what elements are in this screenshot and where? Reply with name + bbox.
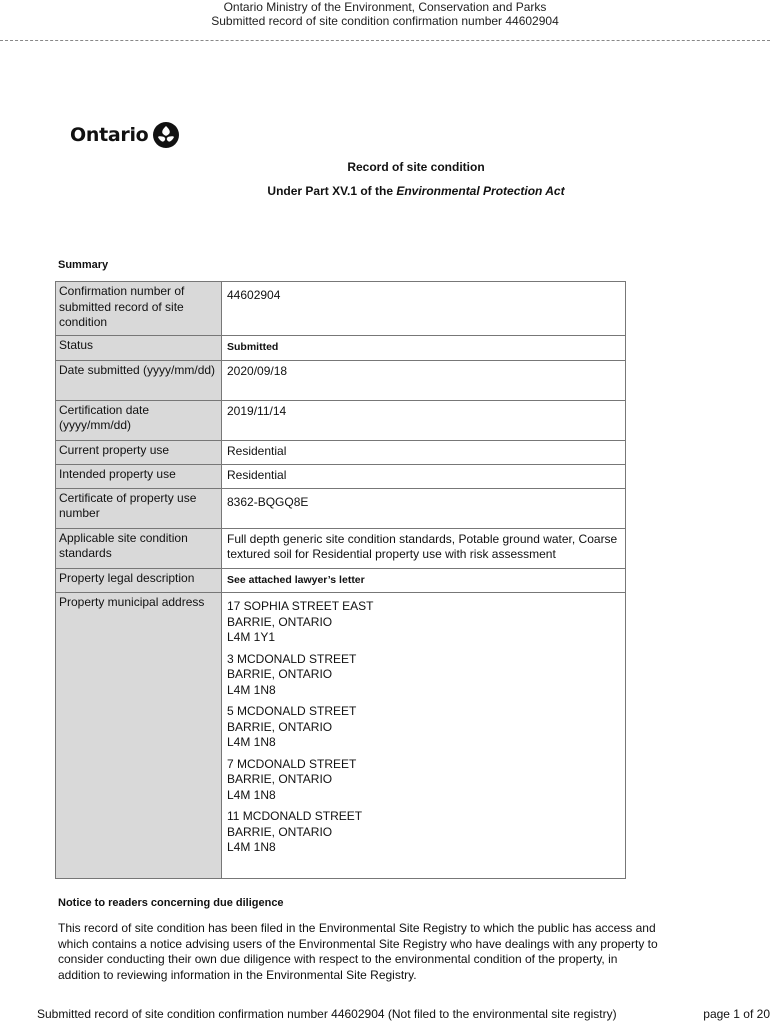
row-value: Residential [222, 464, 626, 488]
row-label: Confirmation number of submitted record of site condition [56, 282, 222, 336]
table-row [56, 568, 626, 593]
status-value: Submitted [227, 341, 279, 353]
address-item [227, 704, 622, 751]
row-value [222, 568, 626, 593]
document-title: Record of site condition [347, 160, 485, 174]
address-item [227, 809, 622, 856]
header-divider [0, 40, 770, 41]
address-street: 17 SOPHIA STREET EAST [227, 599, 374, 613]
row-value: 2019/11/14 [222, 400, 626, 440]
table-row [56, 464, 626, 488]
notice-heading: Notice to readers concerning due diligence [58, 897, 284, 909]
address-postal: L4M 1N8 [227, 787, 276, 802]
row-value: 44602904 [222, 282, 626, 336]
row-label: Certificate of property use number [56, 488, 222, 528]
subtitle-act-name: Environmental Protection Act [396, 184, 565, 198]
address-city: BARRIE, ONTARIO [227, 667, 333, 681]
address-item [227, 757, 622, 804]
row-label: Property municipal address [56, 593, 222, 879]
subtitle-prefix: Under Part XV.1 of the [267, 184, 397, 198]
notice-text: This record of site condition has been filed in the Environmental Site Registry to which the public has access and which contains a notice advising users of the Environmental Site Registry who have dealings with any property to consider conducting their own due diligence with respect to the environmental condition of the property, in addition to reviewing information in the Environmental Site Registry. [58, 921, 658, 982]
row-label: Date submitted (yyyy/mm/dd) [56, 360, 222, 400]
row-label: Certification date (yyyy/mm/dd) [56, 400, 222, 440]
address-postal: L4M 1N8 [227, 735, 276, 749]
row-value [222, 336, 626, 361]
address-city: BARRIE, ONTARIO [227, 719, 333, 734]
row-value: Full depth generic site condition standards, Potable ground water, Coarse textured soil for Residential property use with risk assessment [222, 528, 626, 568]
address-list [222, 593, 626, 879]
summary-table [55, 281, 626, 879]
table-row [56, 400, 626, 440]
row-label: Intended property use [56, 464, 222, 488]
table-row [56, 593, 626, 879]
page-header [0, 0, 770, 28]
summary-heading: Summary [58, 259, 109, 271]
table-row [56, 440, 626, 464]
address-city: BARRIE, ONTARIO [227, 772, 333, 786]
address-street: 11 MCDONALD STREET [227, 809, 363, 823]
page-number: page 1 of 20 [703, 1007, 770, 1021]
table-row [56, 528, 626, 568]
header-confirmation: Submitted record of site condition confirmation number 44602904 [211, 14, 559, 28]
table-row [56, 488, 626, 528]
address-postal: L4M 1N8 [227, 682, 276, 697]
address-street: 5 MCDONALD STREET [227, 704, 357, 718]
row-label: Property legal description [56, 568, 222, 593]
address-city: BARRIE, ONTARIO [227, 614, 333, 629]
row-label: Status [56, 336, 222, 361]
document-subtitle [0, 184, 770, 198]
row-value: 2020/09/18 [222, 360, 626, 400]
row-label: Current property use [56, 440, 222, 464]
table-row [56, 336, 626, 361]
row-label: Applicable site condition standards [56, 528, 222, 568]
row-value: 8362-BQGQ8E [222, 488, 626, 528]
legal-description-value: See attached lawyer’s letter [227, 573, 365, 586]
ontario-wordmark: Ontario [70, 124, 149, 146]
row-value: Residential [222, 440, 626, 464]
address-street: 3 MCDONALD STREET [227, 651, 357, 666]
table-row [56, 360, 626, 400]
address-postal: L4M 1Y1 [227, 630, 276, 644]
address-postal: L4M 1N8 [227, 840, 276, 854]
trillium-icon [152, 121, 180, 149]
footer-confirmation: Submitted record of site condition confirmation number 44602904 (Not filed to the environmental site registry) [37, 1007, 617, 1021]
table-row [56, 282, 626, 336]
address-item [227, 599, 622, 646]
header-ministry: Ontario Ministry of the Environment, Conservation and Parks [223, 0, 547, 14]
ontario-logo [70, 121, 180, 149]
address-item [227, 652, 622, 699]
address-street: 7 MCDONALD STREET [227, 756, 357, 771]
address-city: BARRIE, ONTARIO [227, 824, 333, 839]
